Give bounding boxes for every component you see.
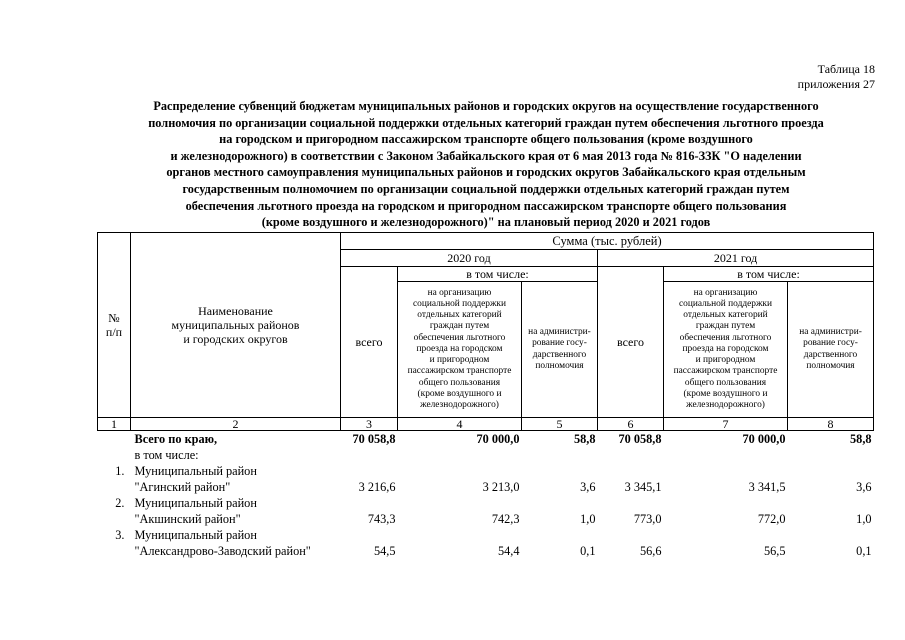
district-type: Муниципальный район bbox=[134, 528, 257, 542]
row-value: 3,6 bbox=[856, 480, 872, 494]
row-value: 3 341,5 bbox=[748, 480, 786, 494]
table-row bbox=[98, 511, 874, 527]
header-social-2021: на организацию социальной поддержки отдельных категорий граждан путем обеспечения льготного проезда на городском и пригородном пассажирском транспорте общего пользования (кроме воздушного и железнодорожного) bbox=[664, 282, 788, 418]
header-sum: Сумма (тыс. рублей) bbox=[341, 233, 874, 250]
table-number: Таблица 18 bbox=[817, 62, 875, 76]
row-value: 56,6 bbox=[639, 544, 662, 558]
column-number: 5 bbox=[522, 418, 598, 431]
subsidy-table bbox=[97, 232, 874, 559]
header-num: № п/п bbox=[98, 233, 131, 418]
total-value: 70 058,8 bbox=[618, 432, 662, 446]
title-line: обеспечения льготного проезда на городском и пригородном пассажирском транспорте общего пользования bbox=[185, 198, 787, 213]
row-value: 773,0 bbox=[633, 512, 662, 526]
header-year-2020: 2020 год bbox=[341, 250, 598, 267]
title-line: и железнодорожного) в соответствии с Законом Забайкальского края от 6 мая 2013 года № 816-ЗЗК "О наделении bbox=[170, 148, 802, 163]
total-value: 70 058,8 bbox=[352, 432, 396, 446]
title-line: на городском и пригородном пассажирском транспорте общего пользования (кроме воздушного bbox=[219, 132, 753, 147]
row-value: 1,0 bbox=[856, 512, 872, 526]
row-value: 742,3 bbox=[491, 512, 520, 526]
column-number: 8 bbox=[788, 418, 874, 431]
total-value: 70 000,0 bbox=[476, 432, 520, 446]
row-number: 1. bbox=[115, 464, 125, 478]
column-number: 7 bbox=[664, 418, 788, 431]
title-line: полномочия по организации социальной поддержки отдельных категорий граждан путем обеспечения льготного проезда bbox=[148, 115, 824, 130]
row-value: 0,1 bbox=[856, 544, 872, 558]
table-row bbox=[98, 495, 874, 511]
header-year-2021: 2021 год bbox=[598, 250, 874, 267]
header-admin-2020: на администри- рование госу- дарственного полномочия bbox=[522, 282, 598, 418]
row-value: 54,4 bbox=[497, 544, 520, 558]
row-number: 3. bbox=[115, 528, 125, 542]
column-number: 4 bbox=[398, 418, 522, 431]
row-value: 743,3 bbox=[367, 512, 396, 526]
district-name: "Александрово-Заводский район" bbox=[134, 544, 311, 558]
document-title bbox=[96, 98, 876, 231]
table-row bbox=[98, 479, 874, 495]
table-reference bbox=[798, 62, 875, 92]
row-value: 3,6 bbox=[580, 480, 596, 494]
column-number: 6 bbox=[598, 418, 664, 431]
total-sublabel-row bbox=[98, 447, 874, 463]
total-label: Всего по краю, bbox=[134, 432, 218, 446]
district-name: "Агинский район" bbox=[134, 480, 231, 494]
row-value: 0,1 bbox=[580, 544, 596, 558]
row-number: 2. bbox=[115, 496, 125, 510]
table-row bbox=[98, 527, 874, 543]
title-line: органов местного самоуправления муниципальных районов и городских округов Забайкальского края отдельным bbox=[166, 165, 806, 180]
district-name: "Акшинский район" bbox=[134, 512, 241, 526]
total-value: 58,8 bbox=[573, 432, 596, 446]
row-value: 56,5 bbox=[763, 544, 786, 558]
district-type: Муниципальный район bbox=[134, 496, 257, 510]
table-row bbox=[98, 463, 874, 479]
header-total-2021: всего bbox=[598, 267, 664, 418]
total-num bbox=[98, 431, 131, 448]
title-line: (кроме воздушного и железнодорожного)" на плановый период 2020 и 2021 годов bbox=[261, 215, 711, 230]
header-social-2020: на организацию социальной поддержки отдельных категорий граждан путем обеспечения льготного проезда на городском и пригородном пассажирском транспорте общего пользования (кроме воздушного и железнодорожного) bbox=[398, 282, 522, 418]
column-number: 2 bbox=[131, 418, 341, 431]
column-number: 1 bbox=[98, 418, 131, 431]
header-including-2020: в том числе: bbox=[398, 267, 598, 282]
total-value: 70 000,0 bbox=[742, 432, 786, 446]
header-total-2020: всего bbox=[341, 267, 398, 418]
row-value: 54,5 bbox=[373, 544, 396, 558]
row-value: 1,0 bbox=[580, 512, 596, 526]
total-value: 58,8 bbox=[850, 432, 872, 446]
title-line: Распределение субвенций бюджетам муниципальных районов и городских округов на осуществление государственного bbox=[153, 99, 819, 113]
header-including-2021: в том числе: bbox=[664, 267, 874, 282]
header-name: Наименование муниципальных районов и городских округов bbox=[131, 233, 341, 418]
column-number: 3 bbox=[341, 418, 398, 431]
row-value: 3 216,6 bbox=[358, 480, 396, 494]
row-value: 3 345,1 bbox=[624, 480, 662, 494]
district-type: Муниципальный район bbox=[134, 464, 257, 478]
appendix-number: приложения 27 bbox=[797, 77, 875, 91]
row-value: 772,0 bbox=[757, 512, 786, 526]
total-row bbox=[98, 431, 874, 448]
table-row bbox=[98, 543, 874, 559]
total-sublabel: в том числе: bbox=[134, 448, 199, 462]
header-admin-2021: на администри- рование госу- дарственного полномочия bbox=[788, 282, 874, 418]
row-value: 3 213,0 bbox=[482, 480, 520, 494]
title-line: государственным полномочием по организации социальной поддержки отдельных категорий граждан путем bbox=[182, 181, 790, 196]
